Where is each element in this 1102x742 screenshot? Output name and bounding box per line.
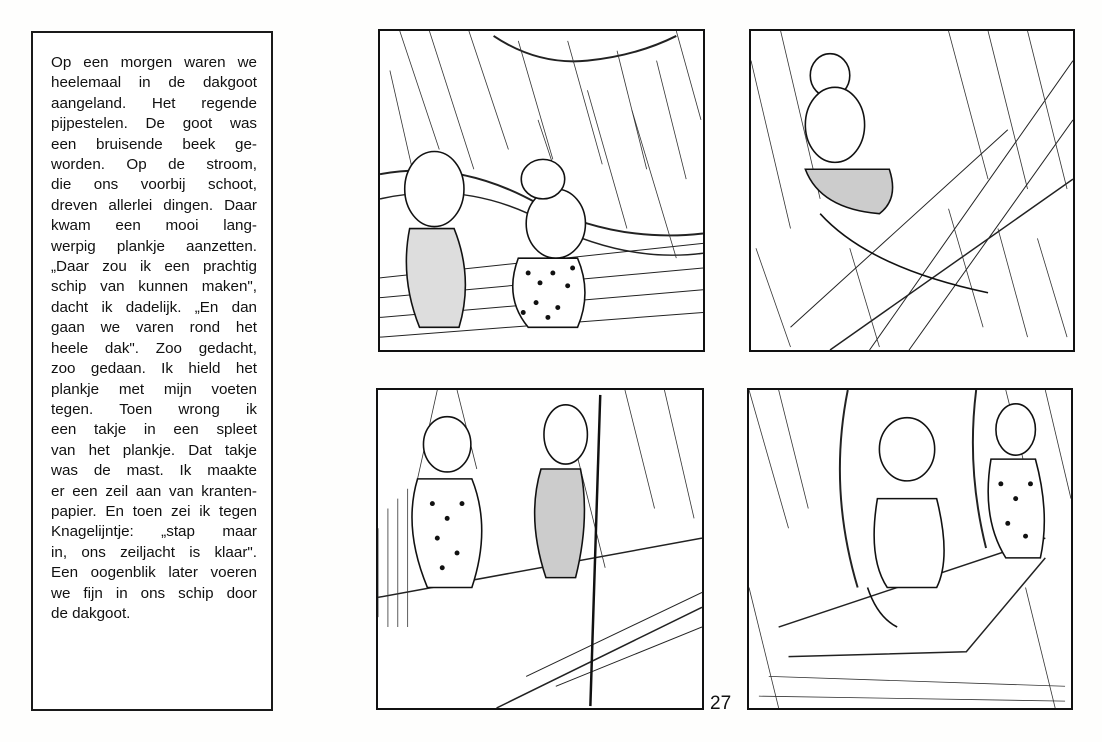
story-text-box [31,31,273,711]
panel-illustration [380,31,703,350]
story-line: een bruisende beek ge- [51,135,257,153]
panel-illustration [749,390,1071,708]
story-line: dacht ik dadelijk. „En dan [51,298,257,316]
story-line: werpig plankje aanzetten. [51,237,257,255]
story-line: een takje in een spleet [51,421,257,439]
story-line: Op een morgen waren we [51,54,257,71]
story-line: Knagelijntje: „stap maar [51,523,257,541]
story-line: de dakgoot. [51,604,131,622]
story-line: er een zeil aan van kranten- [51,482,257,500]
comic-panel-pushing-off [376,388,704,710]
story-line: kwam een mooi lang- [51,217,257,235]
story-line: schip van kunnen maken", [51,278,257,296]
story-line: aangeland. Het regende [51,94,257,112]
panel-illustration [378,390,702,708]
story-line: gaan we varen rond het [51,319,257,337]
comic-panel-mouse-on-plank [749,29,1075,352]
story-line: pijpestelen. De goot was [51,115,257,133]
story-line: papier. En toen zei ik tegen [51,502,257,520]
story-line: worden. Op de stroom, [51,156,257,174]
page-number: 27 [710,693,732,714]
story-line: „Daar zou ik een prachtig [51,258,257,276]
panel-illustration [751,31,1073,350]
story-line: in, ons zeiljacht is klaar". [51,543,257,561]
story-line: die ons voorbij schoot, [51,176,257,194]
story-line: we fijn in ons schip door [51,584,257,602]
story-line: plankje met mijn voeten [51,380,257,398]
story-line: Een oogenblik later voeren [51,564,257,582]
story-line: heele dak". Zoo gedacht, [51,339,257,357]
story-line: heelemaal in de dakgoot [51,74,257,92]
story-line: was de mast. Ik maakte [51,462,257,480]
story-line: tegen. Toen wrong ik [51,400,257,418]
story-line: van het plankje. Dat takje [51,441,257,459]
story-line: dreven allerlei dingen. Daar [51,196,257,214]
comic-panel-mice-watching-gutter [378,29,705,352]
comic-panel-sailing [747,388,1073,710]
story-line: zoo gedaan. Ik hield het [51,360,257,378]
